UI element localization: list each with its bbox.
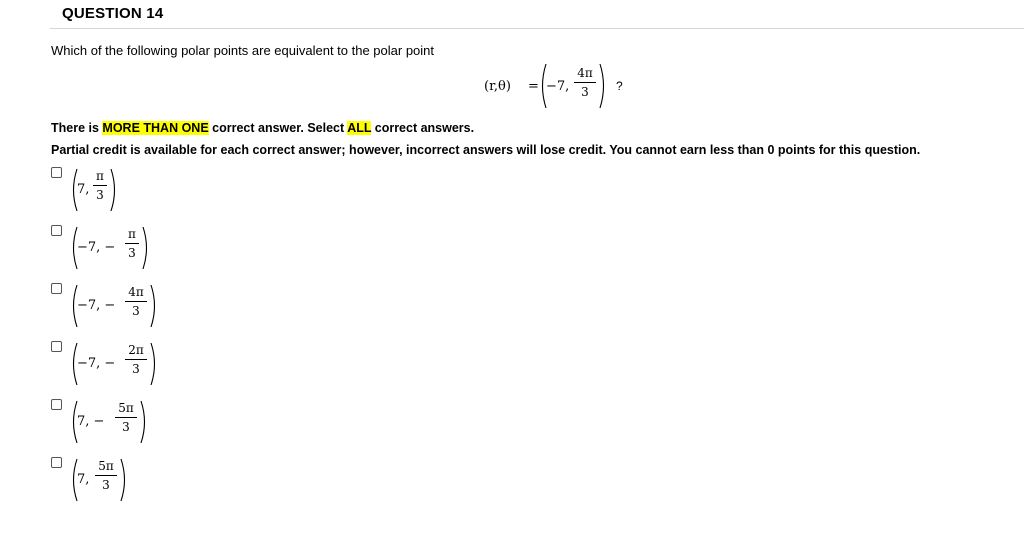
choice-checkbox[interactable] — [51, 457, 62, 468]
instruction-text: correct answers. — [371, 121, 475, 135]
choice-fraction — [93, 169, 107, 202]
choice-fraction — [125, 285, 147, 318]
choice-checkbox[interactable] — [51, 399, 62, 410]
choice-fraction — [115, 401, 137, 434]
choice-numerator: 5π — [118, 401, 134, 415]
answer-choice-5[interactable] — [51, 397, 211, 449]
instruction-line — [51, 121, 474, 135]
question-header — [50, 0, 1024, 29]
fraction-bar — [125, 301, 147, 302]
choice-numerator: π — [96, 169, 104, 183]
given-denominator: 3 — [581, 85, 589, 99]
choice-denominator: 3 — [128, 246, 136, 260]
choice-denominator: 3 — [122, 420, 130, 434]
choice-fraction — [125, 227, 139, 260]
fraction-bar — [115, 417, 137, 418]
fraction-bar — [574, 82, 596, 83]
right-paren — [598, 60, 608, 112]
choice-denominator: 3 — [96, 188, 104, 202]
choice-checkbox[interactable] — [51, 225, 62, 236]
choice-numerator: π — [128, 227, 136, 241]
given-lhs: (r,θ) — [484, 79, 511, 94]
choice-checkbox[interactable] — [51, 341, 62, 352]
given-polar-point — [480, 60, 640, 112]
answer-choice-1[interactable] — [51, 165, 211, 217]
answer-choice-3[interactable] — [51, 281, 211, 333]
right-paren — [149, 281, 159, 331]
given-fraction — [574, 66, 596, 99]
choice-checkbox[interactable] — [51, 167, 62, 178]
instruction-text: correct answer. Select — [208, 121, 348, 135]
given-equals: = — [528, 79, 539, 94]
right-paren — [139, 397, 149, 447]
given-numerator: 4π — [577, 66, 593, 80]
choice-denominator: 3 — [102, 478, 110, 492]
choice-numerator: 5π — [98, 459, 114, 473]
given-suffix: ? — [616, 79, 623, 93]
choice-lead: 7, — [77, 182, 90, 197]
instruction-text: There is — [51, 121, 103, 135]
choice-fraction — [125, 343, 147, 376]
choice-lead: −7, − — [77, 356, 116, 371]
fraction-bar — [125, 243, 139, 244]
fraction-bar — [93, 185, 107, 186]
choice-numerator: 4π — [128, 285, 144, 299]
highlight-all: ALL — [347, 121, 372, 135]
choice-lead: 7, − — [77, 414, 105, 429]
choice-lead: 7, — [77, 472, 90, 487]
choice-numerator: 2π — [128, 343, 144, 357]
right-paren — [141, 223, 151, 273]
answer-choice-2[interactable] — [51, 223, 211, 275]
choice-denominator: 3 — [132, 304, 140, 318]
partial-credit-note: Partial credit is available for each correct answer; however, incorrect answers will lose credit. You cannot earn less than 0 points for this question. — [51, 143, 921, 157]
answer-choice-4[interactable] — [51, 339, 211, 391]
choice-lead: −7, − — [77, 240, 116, 255]
right-paren — [109, 165, 119, 215]
choice-fraction — [95, 459, 117, 492]
right-paren — [149, 339, 159, 389]
choice-checkbox[interactable] — [51, 283, 62, 294]
question-prompt: Which of the following polar points are equivalent to the polar point — [51, 43, 435, 58]
fraction-bar — [95, 475, 117, 476]
answer-choice-6[interactable] — [51, 455, 211, 507]
given-lead: −7, — [546, 79, 570, 94]
fraction-bar — [125, 359, 147, 360]
choice-lead: −7, − — [77, 298, 116, 313]
choice-denominator: 3 — [132, 362, 140, 376]
highlight-more-than-one: MORE THAN ONE — [102, 121, 209, 135]
right-paren — [119, 455, 129, 505]
question-title: QUESTION 14 — [62, 5, 164, 22]
